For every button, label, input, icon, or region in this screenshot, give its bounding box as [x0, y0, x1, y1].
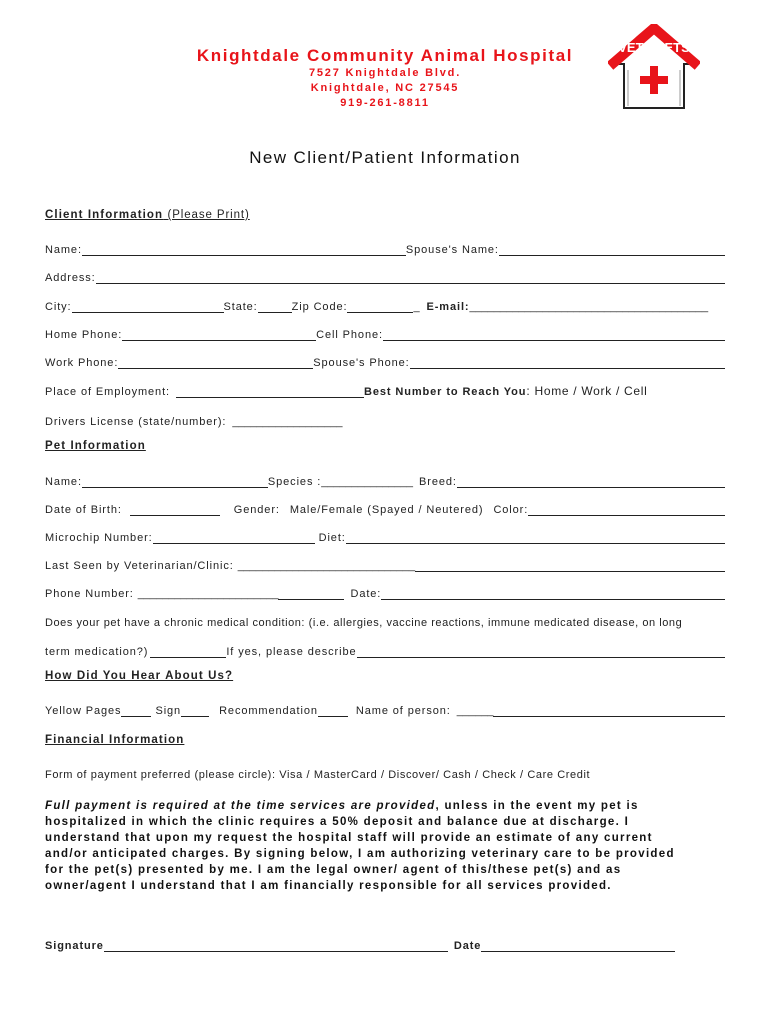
name-of-person-label: Name of person: [355, 705, 451, 717]
last-seen-row [45, 554, 725, 572]
vet-date-label: Date: [350, 588, 382, 600]
chronic-describe-field[interactable] [357, 645, 726, 658]
client-name-label: Name: [45, 244, 82, 256]
chronic-describe-row [45, 640, 725, 658]
last-seen-field[interactable] [415, 559, 725, 572]
state-label: State: [223, 301, 258, 313]
license-label: Drivers License (state/number): [45, 416, 227, 428]
disclaimer-line1-rest: , unless in the event my pet is [435, 800, 639, 812]
sign-label: Sign [155, 705, 182, 717]
work-phone-field[interactable] [118, 356, 313, 369]
dob-field[interactable] [130, 503, 220, 516]
vet-phone-label: Phone Number: [45, 588, 134, 600]
client-name-row [45, 238, 725, 256]
phone-row [45, 323, 725, 341]
vet-date-field[interactable] [381, 587, 725, 600]
form-title: New Client/Patient Information [249, 148, 521, 167]
state-field[interactable] [258, 300, 292, 313]
name-of-person-field[interactable] [493, 704, 725, 717]
diet-label: Diet: [318, 532, 346, 544]
email-field[interactable]: _______________________________________ [469, 301, 709, 313]
payment-row [45, 763, 725, 781]
financial-heading: Financial Information [45, 734, 185, 746]
yellow-pages-label: Yellow Pages [45, 705, 122, 717]
disclaimer-line4: and/or anticipated charges. By signing below, I am authorizing veterinary care to be provided [45, 848, 675, 860]
chronic-question-row [45, 611, 725, 629]
best-number-options[interactable]: : Home / Work / Cell [526, 384, 648, 398]
pet-name-label: Name: [45, 476, 82, 488]
pet-name-row [45, 470, 725, 488]
species-label: Species : [267, 476, 322, 488]
signature-date-label: Date [453, 940, 482, 952]
vets-pets-logo [608, 24, 700, 116]
name-of-person-blank[interactable]: ______ [456, 705, 494, 717]
hear-about-row [45, 699, 725, 717]
recommendation-field[interactable] [318, 704, 348, 717]
client-name-field[interactable] [82, 243, 406, 256]
breed-field[interactable] [457, 475, 725, 488]
address-label: Address: [45, 272, 96, 284]
license-field[interactable]: __________________ [232, 416, 343, 428]
disclaimer-line6: owner/agent I understand that I am financially responsible for all services provided. [45, 880, 612, 892]
recommendation-label: Recommendation [219, 705, 318, 717]
work-phone-label: Work Phone: [45, 357, 119, 369]
payment-options[interactable]: Form of payment preferred (please circle): Visa / MasterCard / Discover/ Cash / Check / Care Credit [45, 769, 591, 781]
last-seen-blank[interactable]: _____________________________ [237, 560, 416, 572]
signature-label: Signature [45, 940, 104, 952]
vet-phone-blank[interactable]: _______________________ [137, 588, 279, 600]
diet-field[interactable] [346, 531, 725, 544]
yellow-pages-field[interactable] [121, 704, 151, 717]
chronic-question-cont: term medication?) [45, 646, 149, 658]
pet-info-heading: Pet Information [45, 440, 146, 452]
sign-field[interactable] [181, 704, 209, 717]
city-field[interactable] [72, 300, 224, 313]
city-row [45, 295, 725, 313]
vet-phone-row [45, 582, 725, 600]
microchip-field[interactable] [153, 531, 315, 544]
client-info-note: (Please Print) [167, 209, 250, 221]
if-yes-label: If yes, please describe [226, 646, 357, 658]
zip-field[interactable] [347, 300, 413, 313]
signature-date-field[interactable] [481, 939, 675, 952]
dob-label: Date of Birth: [45, 504, 122, 516]
svg-text:VETS PETS: VETS PETS [618, 40, 690, 55]
microchip-row [45, 526, 725, 544]
city-label: City: [45, 301, 72, 313]
hospital-name: Knightdale Community Animal Hospital [196, 46, 574, 65]
last-seen-label: Last Seen by Veterinarian/Clinic: [45, 560, 234, 572]
signature-field[interactable] [104, 939, 448, 952]
work-phone-row [45, 351, 725, 369]
pet-name-field[interactable] [82, 475, 268, 488]
spouse-phone-label: Spouse's Phone: [313, 357, 410, 369]
hospital-phone: 919-261-8811 [340, 97, 430, 109]
address-row [45, 266, 725, 284]
pet-dob-row [45, 498, 725, 516]
hospital-address-line1: 7527 Knightdale Blvd. [308, 67, 462, 79]
disclaimer-line3: understand that upon my request the hospital staff will provide an estimate of any current [45, 832, 653, 844]
best-number-label: Best Number to Reach You [364, 386, 527, 398]
gender-label: Gender: [233, 504, 280, 516]
spouse-name-field[interactable] [499, 243, 725, 256]
disclaimer-line5: for the pet(s) presented by me. I am the legal owner/ agent of this/these pet(s) and as [45, 864, 622, 876]
employment-row [45, 380, 725, 398]
client-info-title: Client Information [45, 209, 164, 221]
chronic-answer-field[interactable] [150, 645, 226, 658]
color-field[interactable] [528, 503, 725, 516]
spouse-name-label: Spouse's Name: [405, 244, 499, 256]
signature-row [45, 934, 725, 952]
disclaimer-italic: Full payment is required at the time services are provided [45, 800, 436, 812]
email-label: E-mail: [426, 301, 470, 313]
disclaimer-line2: hospitalized in which the clinic requires a 50% deposit and balance due at discharge. I [45, 816, 630, 828]
color-label: Color: [493, 504, 529, 516]
hear-about-heading: How Did You Hear About Us? [45, 670, 234, 682]
zip-label: Zip Code: [291, 301, 348, 313]
zip-trail: _ [413, 301, 421, 313]
home-phone-field[interactable] [122, 328, 316, 341]
hospital-address-line2: Knightdale, NC 27545 [310, 82, 460, 94]
cell-phone-label: Cell Phone: [316, 329, 383, 341]
species-field[interactable]: _______________ [321, 476, 414, 488]
employment-label: Place of Employment: [45, 386, 170, 398]
home-phone-label: Home Phone: [45, 329, 123, 341]
spouse-phone-field[interactable] [410, 356, 725, 369]
chronic-question: Does your pet have a chronic medical condition: (i.e. allergies, vaccine reactions, immune medicated disease, on long [45, 617, 683, 629]
disclaimer-line1 [45, 798, 735, 814]
breed-label: Breed: [419, 476, 457, 488]
client-info-heading [45, 209, 250, 221]
gender-options[interactable]: Male/Female (Spayed / Neutered) [289, 504, 484, 516]
microchip-label: Microchip Number: [45, 532, 153, 544]
employment-field[interactable] [176, 385, 364, 398]
vet-phone-field[interactable] [278, 587, 344, 600]
address-field[interactable] [96, 271, 725, 284]
license-row [45, 410, 725, 428]
cell-phone-field[interactable] [383, 328, 725, 341]
payment-disclaimer [45, 798, 735, 894]
